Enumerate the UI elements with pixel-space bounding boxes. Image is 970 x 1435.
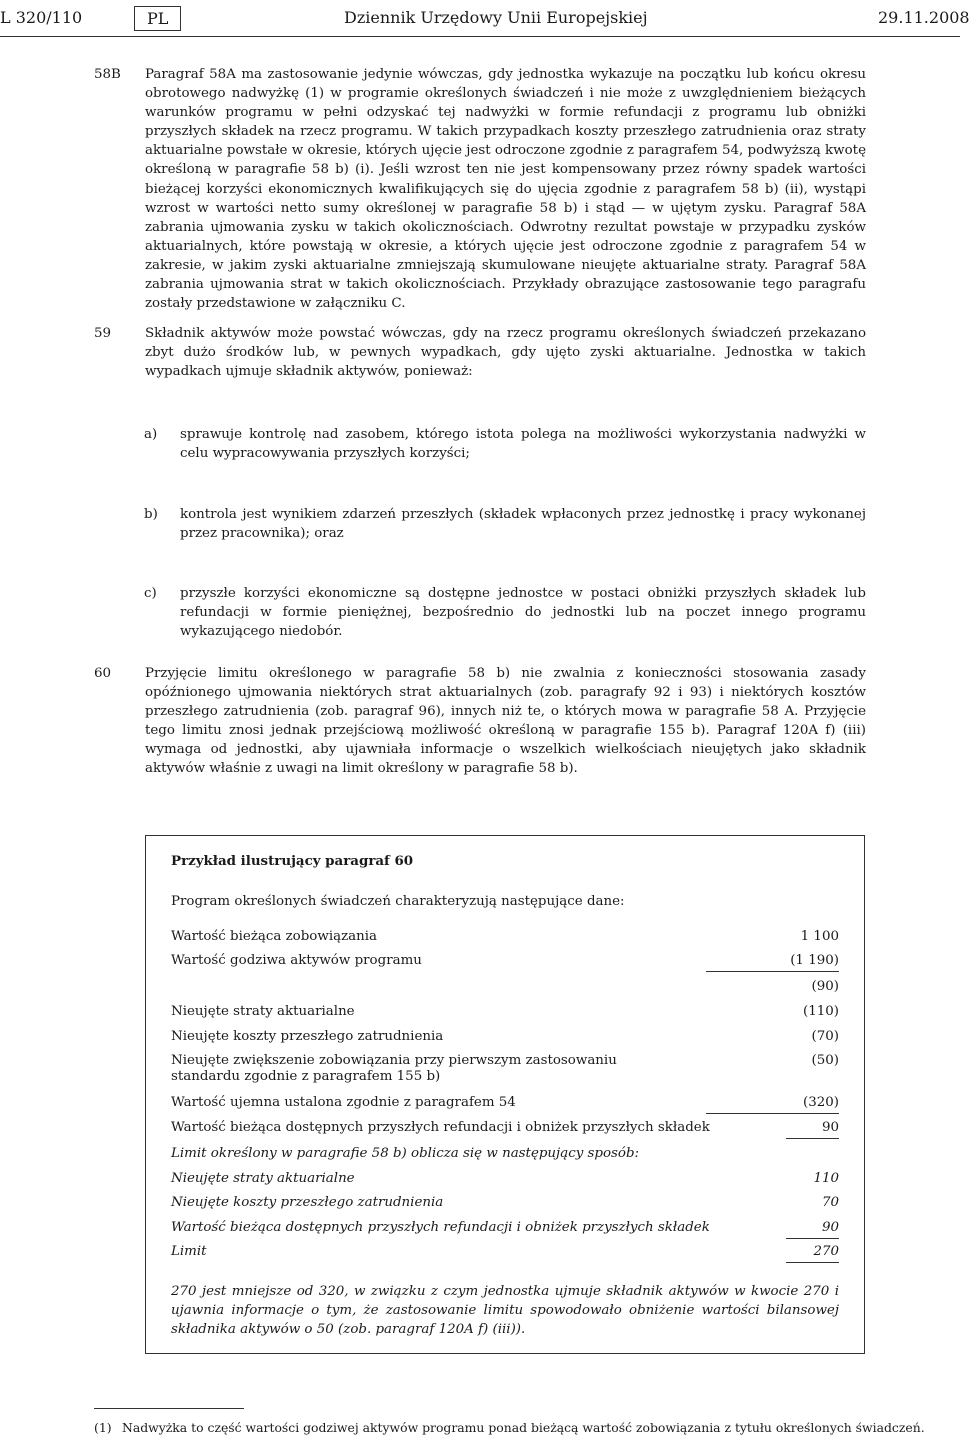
row-label: Wartość godziwa aktywów programu [171,953,422,968]
list-item-text: przyszłe korzyści ekonomiczne są dostępne jednostce w postaci obniżki przyszłych składek lub refundacji w formie pieniężnej, bezpośrednio do jednostki lub na poczet innego programu wykazującego niedobór. [180,586,866,640]
list-item-text: kontrola jest wynikiem zdarzeń przeszłych (składek wpłaconych przez jednostkę i pracy wykonanej przez pracownika); oraz [180,507,866,542]
row-value: 1 100 [800,929,839,944]
footnote-rule [94,1408,244,1409]
paragraph-text: Paragraf 58A ma zastosowanie jedynie wówczas, gdy jednostka wykazuje na początku lub końcu okresu obrotowego nadwyżkę (1) w programie określonych świadczeń i nie może z uwzględnieniem bieżących warunków programu w pełni odzyskać tej nadwyżki w formie refundacji z programu lub obniżki przyszłych składek na rzecz programu. W takich przypadkach koszty przeszłego zatrudnienia oraz straty aktuarialne powstałe w okresie, których ujęcie jest odroczone zgodnie z paragrafem 54, podwyższą kwotę określoną w paragrafie 58 b) (i). Jeśli wzrost ten nie jest kompensowany przez równy spadek wartości bieżącej korzyści ekonomicznych kwalifikujących się do ujęcia zgodnie z paragrafem 58 b) (ii), wystąpi wzrost w wartości netto sumy określonej w paragrafie 58 b) i stąd — w ujętym zysku. Paragraf 58A zabrania ujmowania zysku w takich okolicznościach. Odwrotny rezultat powstaje w przypadku zysków aktuarialnych, które powstają w okresie, a których ujęcie jest odroczone zgodnie z paragrafem 54 w zakresie, w jakim zyski aktuarialne zmniejszają skumulowane nieujęte aktuarialne straty. Paragraf 58A zabrania ujmowania strat w takich okolicznościach. Przykłady obrazujące zastosowanie tego paragrafu zostały przedstawione w załączniku C. [145,67,866,312]
paragraph-number: 59 [94,326,112,341]
row-value: (70) [811,1029,839,1044]
row-value: 270 [813,1244,839,1259]
row-label: Nieujęte koszty przeszłego zatrudnienia [171,1029,444,1044]
journal-title: Dziennik Urzędowy Unii Europejskiej [344,8,648,27]
row-label: Nieujęte zwiększenie zobowiązania przy pierwszym zastosowaniu standardu zgodnie z paragrafem 155 b) [171,1053,617,1084]
publication-date: 29.11.2008 [878,8,970,27]
row-value: (90) [811,979,839,994]
list-item-text: sprawuje kontrolę nad zasobem, którego istota polega na możliwości wykorzystania nadwyżki w celu wypracowywania przyszłych korzyści; [180,427,866,462]
row-label: Nieujęte koszty przeszłego zatrudnienia [171,1195,444,1210]
list-item-label: a) [144,427,158,442]
row-label: Wartość ujemna ustalona zgodnie z paragrafem 54 [171,1095,516,1110]
paragraph-text: Przyjęcie limitu określonego w paragrafie 58 b) nie zwalnia z konieczności stosowania zasady opóźnionego ujmowania niektórych strat aktuarialnych (zob. paragrafy 92 i 93) i niektórych kosztów przeszłego zatrudnienia (zob. paragraf 96), innych niż te, o których mowa w paragrafie 58 A. Przyjęcie tego limitu znosi jednak przejściową możliwość określoną w paragrafie 155 b). Paragraf 120A f) (iii) wymaga od jednostki, aby ujawniała informacje o wszelkich wielkościach nieujętych jako składnik aktywów właśnie z uwagi na limit określony w paragrafie 58 b). [145,666,866,777]
row-label: Limit [171,1244,207,1259]
row-label: Wartość bieżąca dostępnych przyszłych refundacji i obniżek przyszłych składek [171,1220,710,1235]
page-header [0,4,970,30]
row-value: 90 [821,1220,839,1235]
footnote-text: Nadwyżka to część wartości godziwej aktywów programu ponad bieżącą wartość zobowiązania z tytułu określonych świadczeń. [122,1420,925,1435]
row-label: Wartość bieżąca dostępnych przyszłych refundacji i obniżek przyszłych składek [171,1120,710,1135]
footnote-marker: (1) [94,1420,112,1435]
example-box [145,835,865,1354]
page-reference: L 320/110 [0,8,83,27]
row-label: Wartość bieżąca zobowiązania [171,929,378,944]
total-rule [786,1262,839,1263]
language-code: PL [134,6,181,31]
row-label: Nieujęte straty aktuarialne [171,1004,355,1019]
subtotal-rule [786,1238,839,1239]
header-rule [0,36,960,37]
row-value: 110 [813,1171,839,1186]
row-value: (50) [811,1053,839,1068]
subtotal-rule [786,1138,839,1139]
row-value: (320) [802,1095,839,1110]
example-note: 270 jest mniejsze od 320, w związku z czym jednostka ujmuje składnik aktywów w kwocie 270 i ujawnia informacje o tym, że zastosowanie limitu spowodowało obniżenie wartości bilansowej składnika aktywów o 50 (zob. paragraf 120A f) (iii)). [171,1284,839,1337]
row-value: (1 190) [790,953,839,968]
row-value: 70 [821,1195,839,1210]
subtotal-rule [706,971,839,972]
paragraph-number: 60 [94,666,112,681]
example-intro: Program określonych świadczeń charakteryzują następujące dane: [171,894,625,909]
example-title: Przykład ilustrujący paragraf 60 [171,853,414,869]
row-value: (110) [802,1004,839,1019]
row-label: Nieujęte straty aktuarialne [171,1171,355,1186]
row-label: Limit określony w paragrafie 58 b) oblicza się w następujący sposób: [171,1146,640,1161]
paragraph-number: 58B [94,67,121,82]
paragraph-text: Składnik aktywów może powstać wówczas, gdy na rzecz programu określonych świadczeń przekazano zbyt dużo środków lub, w pewnych wypadkach, gdy ujęto zyski aktuarialne. Jednostka w takich wypadkach ujmuje składnik aktywów, ponieważ: [145,326,866,380]
list-item-label: c) [144,586,157,601]
row-value: 90 [821,1120,839,1135]
subtotal-rule [706,1113,839,1114]
list-item-label: b) [144,507,158,522]
